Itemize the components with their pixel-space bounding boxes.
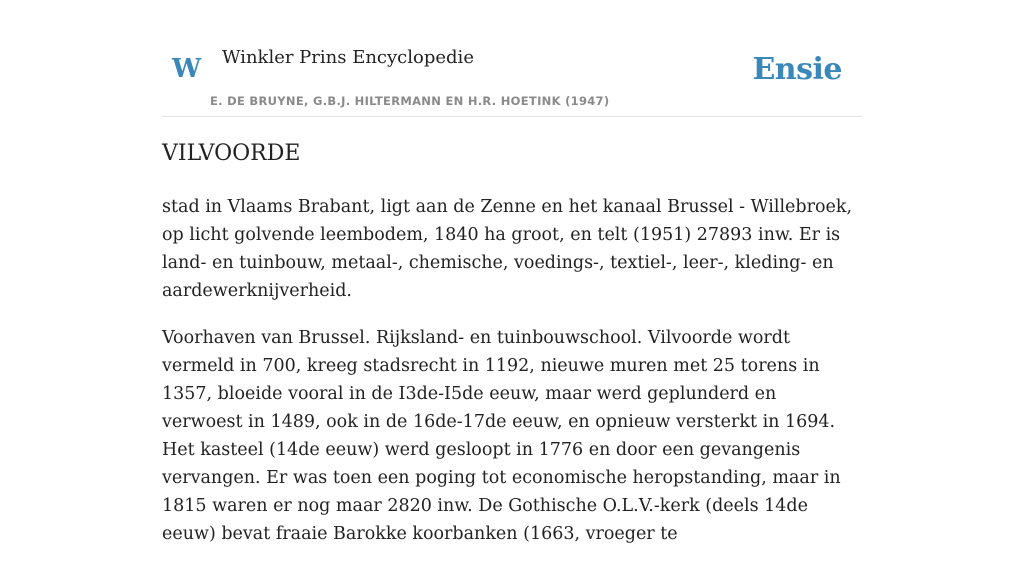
article-paragraph: stad in Vlaams Brabant, ligt aan de Zenne en het kanaal Brussel - Willebroek, op licht golvende leembodem, 1840 ha groot, en telt (1951) 27893 inw. Er is land- en tuinbouw, metaal-, chemische, voedings-, textiel-, leer-, kleding- en aardewerknijverheid. bbox=[162, 197, 853, 301]
logo-icon[interactable]: W bbox=[172, 54, 202, 84]
site-title[interactable]: Winkler Prins Encyclopedie bbox=[222, 47, 474, 68]
article-paragraph: Voorhaven van Brussel. Rijksland- en tuinbouwschool. Vilvoorde wordt vermeld in 700, kreeg stadsrecht in 1192, nieuwe muren met 25 torens in 1357, bloeide vooral in de I3de-I5de eeuw, maar werd geplunderd en verwoest in 1489, ook in de 16de-17de eeuw, en opnieuw versterkt in 1694. Het kasteel (14de eeuw) werd gesloopt in 1776 en door een gevangenis vervangen. Er was toen een poging tot economische heropstanding, maar in 1815 waren er nog maar 2820 inw. De Gothische O.L.V.-kerk (deels 14de eeuw) bevat fraaie Barokke koorbanken (1663, vroeger te bbox=[162, 328, 841, 544]
article-title: VILVOORDE bbox=[162, 141, 301, 166]
article bbox=[162, 138, 862, 567]
site-header bbox=[162, 40, 862, 117]
brand-logo[interactable]: Ensie bbox=[752, 52, 842, 87]
authors-line: E. DE BRUYNE, G.B.J. HILTERMANN EN H.R. HOETINK (1947) bbox=[210, 94, 610, 108]
